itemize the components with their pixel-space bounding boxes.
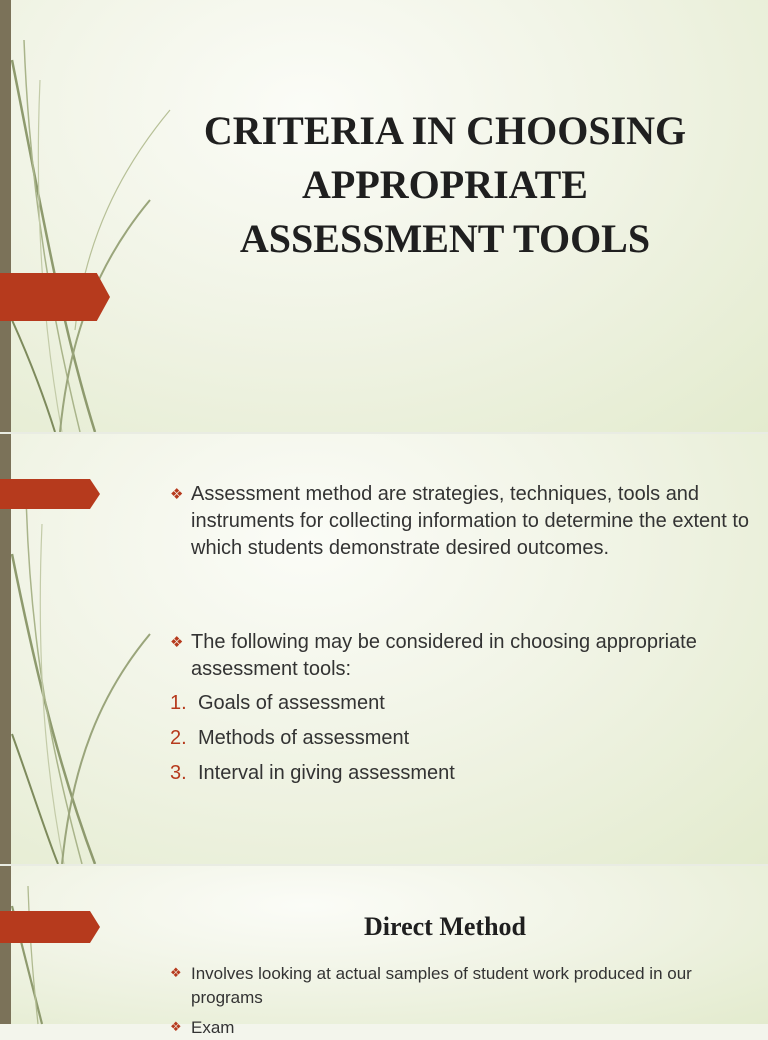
bullet-assessment-method: [170, 481, 751, 562]
bullet-text: Involves looking at actual samples of student work produced in our programs: [191, 964, 692, 1007]
bullet-text: Assessment method are strategies, techniques, tools and instruments for collecting information to determine the extent to which students demonstrate desired outcomes.: [191, 483, 750, 559]
title-line-1: CRITERIA IN CHOOSING: [203, 108, 687, 153]
slide-title-heading: [150, 104, 740, 266]
title-line-2: APPROPRIATE: [302, 162, 588, 207]
slide-title: [0, 0, 768, 432]
bullet-exam: [170, 1016, 751, 1040]
slide-direct-method: [0, 866, 768, 1037]
list-item: [170, 725, 455, 760]
bullet-following-considered: [170, 629, 751, 683]
diamond-bullet-icon: ❖: [170, 1020, 182, 1035]
bullet-text: Exam: [191, 1018, 235, 1037]
list-number: 3.: [170, 762, 187, 784]
list-number: 2.: [170, 727, 187, 749]
slide-accent-tab: [0, 273, 110, 321]
list-item-text: Interval in giving assessment: [198, 762, 455, 784]
criteria-list: [170, 690, 455, 795]
list-number: 1.: [170, 692, 187, 714]
slide-accent-tab: [0, 479, 100, 509]
list-item-text: Goals of assessment: [198, 692, 385, 714]
diamond-bullet-icon: ❖: [170, 633, 184, 651]
bullet-involves: [170, 962, 751, 1010]
list-item: [170, 690, 455, 725]
slide-criteria: [0, 434, 768, 864]
title-line-3: ASSESSMENT TOOLS: [239, 216, 651, 261]
list-item: [170, 760, 455, 795]
diamond-bullet-icon: ❖: [170, 966, 182, 981]
diamond-bullet-icon: ❖: [170, 485, 184, 503]
slide-heading: Direct Method: [364, 912, 526, 941]
bullet-text: The following may be considered in choosing appropriate assessment tools:: [191, 631, 697, 680]
list-item-text: Methods of assessment: [198, 727, 410, 749]
slide-accent-tab: [0, 911, 100, 943]
